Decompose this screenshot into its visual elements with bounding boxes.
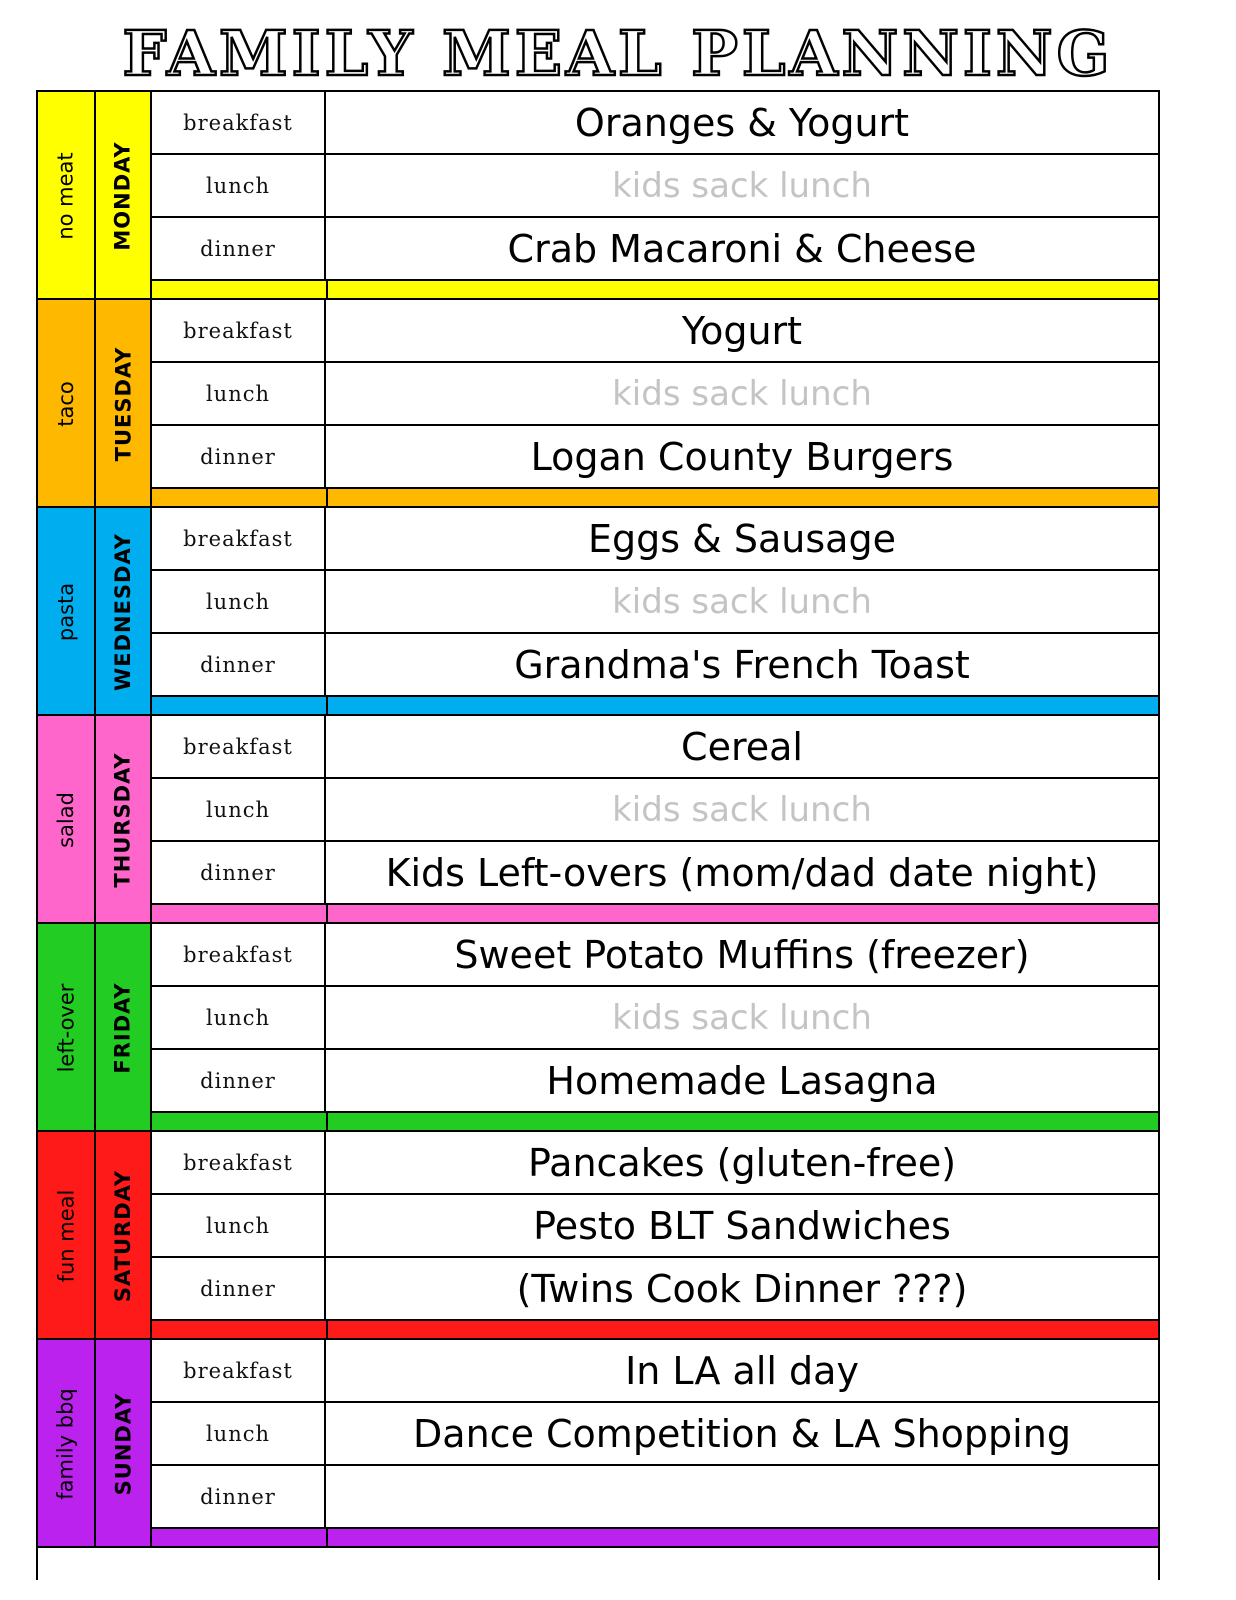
category-label: taco bbox=[54, 381, 78, 427]
meal-row-breakfast bbox=[152, 716, 1158, 779]
meal-value: kids sack lunch bbox=[612, 165, 872, 206]
color-separator bbox=[152, 489, 1158, 508]
meal-row-dinner bbox=[152, 1050, 1158, 1113]
color-separator bbox=[152, 905, 1158, 924]
meal-label: lunch bbox=[152, 155, 326, 216]
meal-row-lunch bbox=[152, 1195, 1158, 1258]
category-label: no meat bbox=[54, 152, 78, 240]
day-label: MONDAY bbox=[111, 141, 135, 251]
meal-label: dinner bbox=[152, 1466, 326, 1527]
meal-label: lunch bbox=[152, 1403, 326, 1464]
meal-value: Grandma's French Toast bbox=[514, 642, 970, 687]
meal-value: (Twins Cook Dinner ???) bbox=[516, 1266, 968, 1311]
meal-label: breakfast bbox=[152, 924, 326, 985]
meal-value: kids sack lunch bbox=[612, 997, 872, 1038]
meal-label: lunch bbox=[152, 987, 326, 1048]
meal-row-dinner bbox=[152, 1258, 1158, 1321]
meal-label: lunch bbox=[152, 779, 326, 840]
day-block-friday bbox=[38, 924, 1158, 1132]
day-block-tuesday bbox=[38, 300, 1158, 508]
color-separator bbox=[152, 1321, 1158, 1340]
meal-value: kids sack lunch bbox=[612, 789, 872, 830]
day-cell bbox=[96, 92, 152, 300]
meal-row-breakfast bbox=[152, 924, 1158, 987]
meal-row-lunch bbox=[152, 1403, 1158, 1466]
page-title: FAMILY MEAL PLANNING bbox=[122, 17, 1114, 90]
day-label: WEDNESDAY bbox=[111, 533, 135, 691]
color-separator bbox=[152, 697, 1158, 716]
day-block-thursday bbox=[38, 716, 1158, 924]
meal-label: breakfast bbox=[152, 716, 326, 777]
category-label: fun meal bbox=[54, 1189, 78, 1283]
day-cell bbox=[96, 300, 152, 508]
meal-label: dinner bbox=[152, 1258, 326, 1319]
meal-label: breakfast bbox=[152, 1340, 326, 1401]
meal-value: Dance Competition & LA Shopping bbox=[413, 1411, 1071, 1456]
meal-value: Logan County Burgers bbox=[530, 434, 954, 479]
meal-value: Crab Macaroni & Cheese bbox=[507, 226, 977, 271]
meal-label: lunch bbox=[152, 363, 326, 424]
meal-label: dinner bbox=[152, 426, 326, 487]
category-label: pasta bbox=[54, 582, 78, 642]
meal-row-dinner bbox=[152, 218, 1158, 281]
meal-row-lunch bbox=[152, 363, 1158, 426]
meal-row-lunch bbox=[152, 155, 1158, 218]
day-block-wednesday bbox=[38, 508, 1158, 716]
category-label: family bbq bbox=[54, 1388, 79, 1500]
meal-plan-grid bbox=[36, 90, 1160, 1580]
meal-value: Homemade Lasagna bbox=[546, 1058, 938, 1103]
meal-value: Kids Left-overs (mom/dad date night) bbox=[385, 850, 1099, 895]
meal-value: In LA all day bbox=[625, 1348, 859, 1393]
meal-label: breakfast bbox=[152, 508, 326, 569]
category-label: salad bbox=[54, 792, 78, 848]
meal-row-breakfast bbox=[152, 300, 1158, 363]
block-divider bbox=[38, 1546, 152, 1548]
meal-row-breakfast bbox=[152, 1340, 1158, 1403]
color-separator bbox=[152, 1529, 1158, 1548]
day-label: SATURDAY bbox=[111, 1169, 135, 1303]
day-cell bbox=[96, 1340, 152, 1548]
meal-label: lunch bbox=[152, 1195, 326, 1256]
day-cell bbox=[96, 1132, 152, 1340]
meal-label: dinner bbox=[152, 218, 326, 279]
meal-value: Pesto BLT Sandwiches bbox=[533, 1203, 951, 1248]
category-cell bbox=[38, 300, 96, 508]
meal-row-breakfast bbox=[152, 1132, 1158, 1195]
meal-row-lunch bbox=[152, 987, 1158, 1050]
meal-value: Pancakes (gluten-free) bbox=[527, 1140, 957, 1185]
meal-label: breakfast bbox=[152, 92, 326, 153]
meal-row-breakfast bbox=[152, 92, 1158, 155]
meal-value: Eggs & Sausage bbox=[588, 516, 896, 561]
color-separator bbox=[152, 281, 1158, 300]
day-cell bbox=[96, 716, 152, 924]
category-cell bbox=[38, 1340, 96, 1548]
category-cell bbox=[38, 92, 96, 300]
day-block-sunday bbox=[38, 1340, 1158, 1548]
meal-value: kids sack lunch bbox=[612, 373, 872, 414]
meal-value: kids sack lunch bbox=[612, 581, 872, 622]
meal-row-dinner bbox=[152, 1466, 1158, 1529]
meal-value: Yogurt bbox=[681, 308, 803, 353]
color-separator bbox=[152, 1113, 1158, 1132]
day-block-monday bbox=[38, 92, 1158, 300]
day-label: FRIDAY bbox=[111, 982, 135, 1074]
category-label: left-over bbox=[54, 983, 78, 1073]
meal-label: dinner bbox=[152, 1050, 326, 1111]
day-label: THURSDAY bbox=[111, 752, 136, 888]
meal-row-dinner bbox=[152, 426, 1158, 489]
meal-row-lunch bbox=[152, 571, 1158, 634]
meal-value: Sweet Potato Muffins (freezer) bbox=[454, 932, 1030, 977]
meal-row-dinner bbox=[152, 842, 1158, 905]
day-label: TUESDAY bbox=[111, 346, 136, 462]
meal-row-breakfast bbox=[152, 508, 1158, 571]
category-cell bbox=[38, 508, 96, 716]
day-label: SUNDAY bbox=[111, 1392, 136, 1496]
meal-label: breakfast bbox=[152, 1132, 326, 1193]
meal-value bbox=[326, 1466, 1158, 1527]
day-cell bbox=[96, 508, 152, 716]
category-cell bbox=[38, 924, 96, 1132]
meal-label: dinner bbox=[152, 842, 326, 903]
meal-row-lunch bbox=[152, 779, 1158, 842]
day-cell bbox=[96, 924, 152, 1132]
meal-row-dinner bbox=[152, 634, 1158, 697]
meal-label: breakfast bbox=[152, 300, 326, 361]
category-cell bbox=[38, 716, 96, 924]
day-block-saturday bbox=[38, 1132, 1158, 1340]
meal-label: lunch bbox=[152, 571, 326, 632]
meal-value: Cereal bbox=[681, 724, 803, 769]
category-cell bbox=[38, 1132, 96, 1340]
meal-value: Oranges & Yogurt bbox=[574, 100, 910, 145]
meal-label: dinner bbox=[152, 634, 326, 695]
